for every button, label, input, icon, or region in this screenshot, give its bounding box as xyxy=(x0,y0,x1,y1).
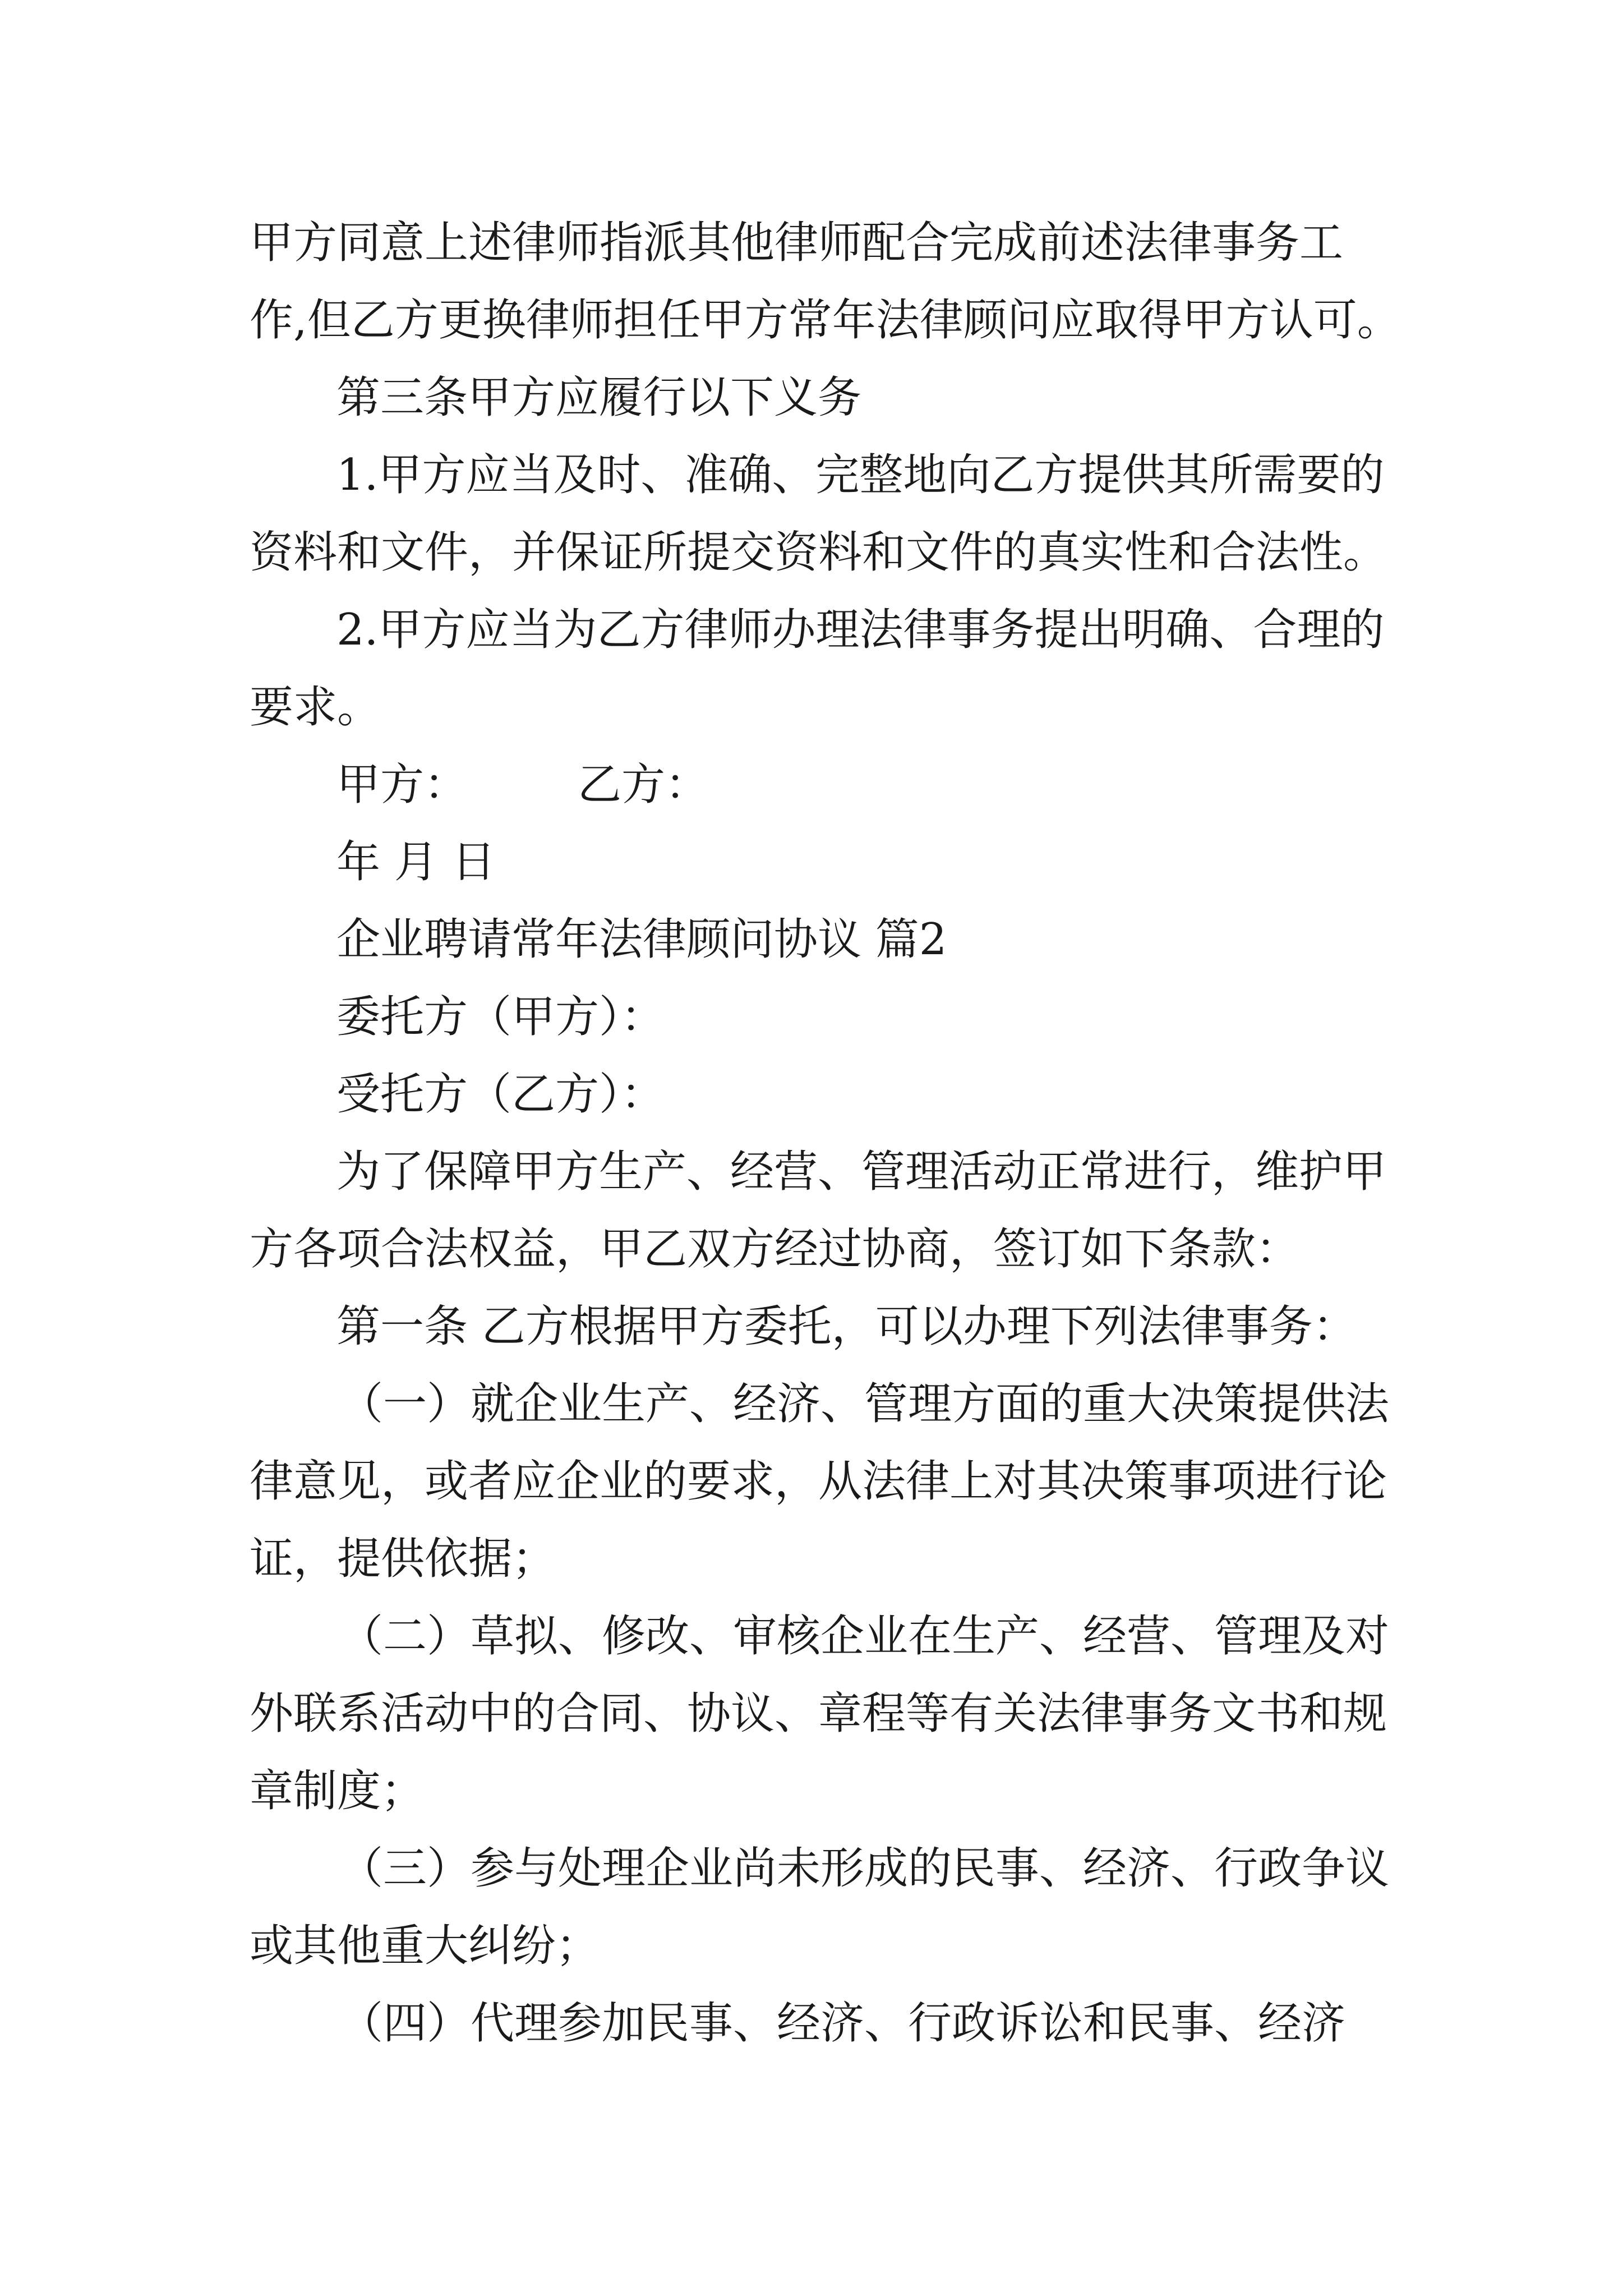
agent-line: 受托方（乙方）： xyxy=(336,1069,665,1120)
list-item-line: 章制度； xyxy=(250,1766,425,1816)
list-item-line: 律意见，或者应企业的要求，从法律上对其决策事项进行论 xyxy=(250,1456,1387,1507)
paragraph-line: 甲方同意上述律师指派其他律师配合完成前述法律事务工 xyxy=(250,218,1344,268)
list-item-line: （四）代理参加民事、经济、行政诉讼和民事、经济 xyxy=(339,1998,1346,2049)
article-heading: 第一条 乙方根据甲方委托，可以办理下列法律事务： xyxy=(336,1301,1357,1352)
paragraph-line: 2.甲方应当为乙方律师办理法律事务提出明确、合理的 xyxy=(336,605,1385,655)
party-b-signature-label: 乙方： xyxy=(578,760,709,810)
paragraph-line: 资料和文件，并保证所提交资料和文件的真实性和合法性。 xyxy=(250,527,1387,578)
principal-line: 委托方（甲方）： xyxy=(336,992,665,1042)
list-item-line: （二）草拟、修改、审核企业在生产、经营、管理及对 xyxy=(339,1611,1390,1662)
date-line: 年 月 日 xyxy=(336,837,496,887)
paragraph-line: 作,但乙方更换律师担任甲方常年法律顾问应取得甲方认可。 xyxy=(250,295,1401,346)
list-item-line: （三）参与处理企业尚未形成的民事、经济、行政争议 xyxy=(339,1843,1390,1894)
paragraph-line: 要求。 xyxy=(250,682,381,733)
agreement-title: 企业聘请常年法律顾问协议 篇2 xyxy=(336,914,947,965)
list-item-line: （一）就企业生产、经济、管理方面的重大决策提供法 xyxy=(339,1379,1390,1429)
list-item-line: 证，提供依据； xyxy=(250,1534,556,1584)
party-a-signature-label: 甲方： xyxy=(336,760,468,810)
paragraph-line: 为了保障甲方生产、经营、管理活动正常进行，维护甲 xyxy=(336,1147,1387,1197)
section-heading: 第三条甲方应履行以下义务 xyxy=(336,372,862,423)
list-item-line: 或其他重大纠纷； xyxy=(250,1921,600,1971)
paragraph-line: 1.甲方应当及时、准确、完整地向乙方提供其所需要的 xyxy=(336,450,1385,500)
paragraph-line: 方各项合法权益，甲乙双方经过协商，签订如下条款： xyxy=(250,1224,1300,1274)
list-item-line: 外联系活动中的合同、协议、章程等有关法律事务文书和规 xyxy=(250,1688,1387,1739)
